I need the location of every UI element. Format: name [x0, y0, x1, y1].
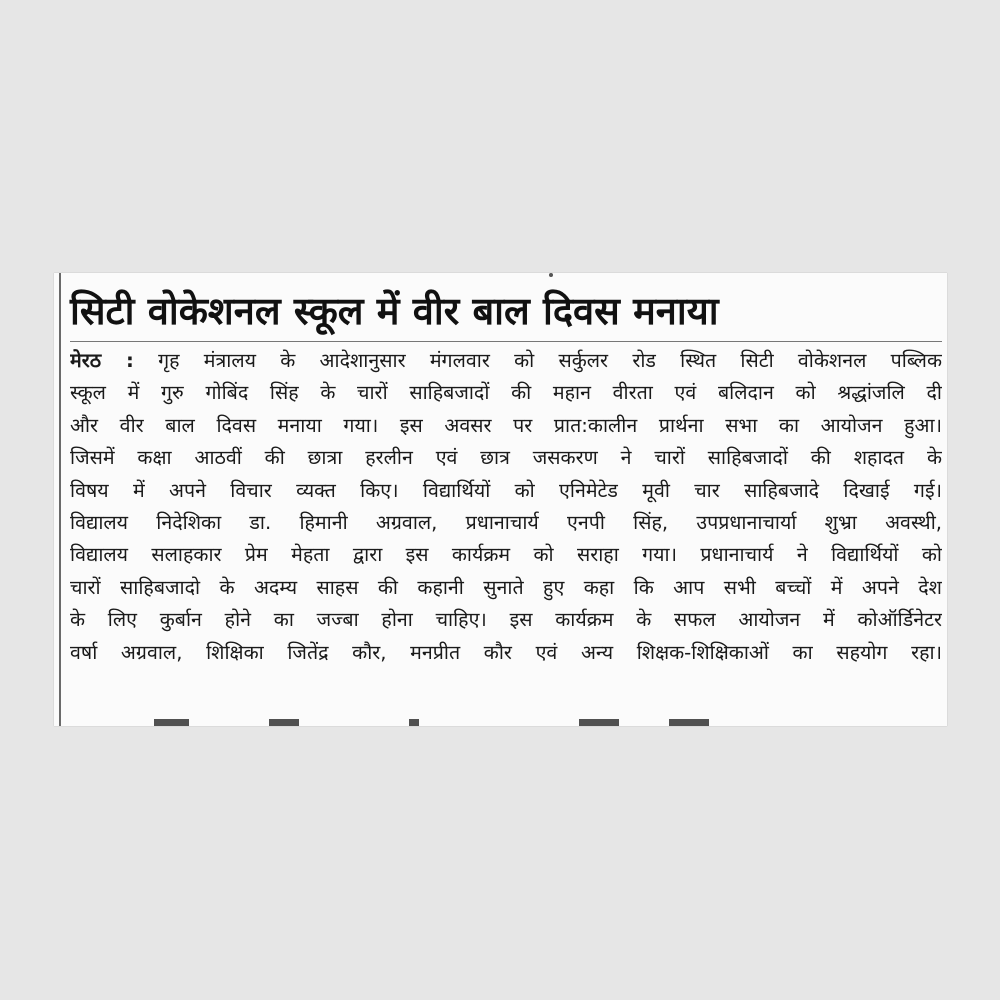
- article-line-8: चारों साहिबजादो के अदम्य साहस की कहानी सुनाते हुए कहा कि आप सभी बच्चों में अपने देश: [70, 575, 942, 599]
- article-line-4: जिसमें कक्षा आठवीं की छात्रा हरलीन एवं छात्र जसकरण ने चारों साहिबजादों की शहादत के: [70, 446, 942, 470]
- article-line-9: के लिए कुर्बान होने का जज्बा होना चाहिए। इस कार्यक्रम के सफल आयोजन में कोऑर्डिनेटर: [70, 608, 942, 632]
- article-line-1: [70, 345, 942, 377]
- article-headline: सिटी वोकेशनल स्कूल में वीर बाल दिवस मनाया: [70, 289, 719, 333]
- article-line-7: विद्यालय सलाहकार प्रेम मेहता द्वारा इस कार्यक्रम को सराहा गया। प्रधानाचार्य ने विद्यार्थियों को: [70, 543, 942, 567]
- article-line-10: वर्षा अग्रवाल, शिक्षिका जितेंद्र कौर, मनप्रीत कौर एवं अन्य शिक्षक-शिक्षिकाओं का सहयोग रहा।: [70, 640, 942, 664]
- column-rule: [59, 273, 61, 726]
- article-line-3: और वीर बाल दिवस मनाया गया। इस अवसर पर प्रात:कालीन प्रार्थना सभा का आयोजन हुआ।: [70, 413, 942, 437]
- headline-divider: [70, 341, 942, 342]
- article-dateline: मेरठ :: [70, 349, 134, 372]
- clipped-text-fragment: [549, 273, 553, 277]
- newspaper-clipping: [54, 273, 947, 726]
- article-line-1-text: गृह मंत्रालय के आदेशानुसार मंगलवार को सर्कुलर रोड स्थित सिटी वोकेशनल पब्लिक: [158, 349, 942, 372]
- article-line-6: विद्यालय निदेशिका डा. हिमानी अग्रवाल, प्रधानाचार्य एनपी सिंह, उपप्रधानाचार्या शुभ्रा अवस्थी,: [70, 511, 942, 535]
- article-line-5: विषय में अपने विचार व्यक्त किए। विद्यार्थियों को एनिमेटेड मूवी चार साहिबजादे दिखाई गई।: [70, 478, 942, 502]
- article-line-2: स्कूल में गुरु गोबिंद सिंह के चारों साहिबजादों की महान वीरता एवं बलिदान को श्रद्धांजलि दी: [70, 381, 942, 405]
- clipped-next-article-fragment: [149, 719, 849, 726]
- article-body: [70, 345, 942, 669]
